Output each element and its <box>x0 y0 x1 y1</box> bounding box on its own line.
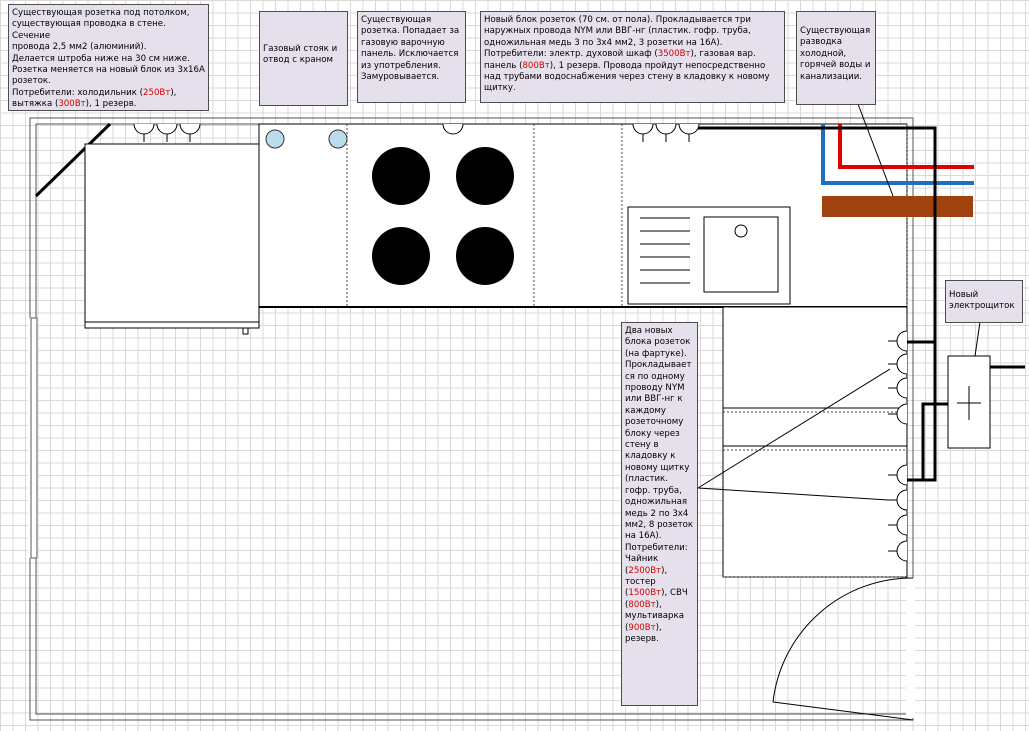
burner <box>372 227 430 285</box>
note-text: ), 1 резерв. Провода пройдут непосредственно над трубами водоснабжения через стену в кладовку к новому щитку. <box>484 60 770 94</box>
note-text: ), тостер ( <box>625 565 668 599</box>
sink <box>628 207 790 304</box>
cable-apron-block-2 <box>907 404 935 480</box>
note-line: Делается штроба ниже на 30 см ниже. <box>12 53 190 64</box>
note-line: розеток. <box>12 76 51 87</box>
note-text: ), мультиварка ( <box>625 599 684 633</box>
countertop-top <box>259 124 907 307</box>
door <box>773 578 913 720</box>
note-two-new-blocks <box>621 322 698 706</box>
sewer-pipe <box>822 196 973 217</box>
fridge-power: 250Вт <box>143 87 171 98</box>
burner <box>456 147 514 205</box>
note-line: ), <box>170 87 177 98</box>
note-new-block-70cm <box>480 11 785 103</box>
note-line: Розетка меняется на новый блок из 3х16А <box>12 65 205 76</box>
socket <box>134 124 154 134</box>
note-text: Существующая разводка холодной, горячей воды и канализации. <box>800 26 871 82</box>
note-line: Существующая розетка под потолком, <box>12 8 190 18</box>
note-line: ), 1 резерв. <box>85 99 137 110</box>
socket <box>157 124 177 134</box>
note-line: вытяжка ( <box>12 99 59 110</box>
note-new-panel <box>945 280 1023 323</box>
note-line: провода 2,5 мм2 (алюминий). <box>12 42 147 53</box>
note-existing-socket-gas-panel <box>357 11 466 103</box>
note-line: существующая проводка в стене. Сечение <box>12 19 166 41</box>
gas-panel-power: 800Вт <box>522 60 550 71</box>
note-text: ), газовая вар. панель ( <box>484 49 756 71</box>
note-text: Два новых блока розеток (на фартуке). Прокладывается по одному проводу NYM или ВВГ-нг к каждому розеточному блоку через стену в кладовку к новому щитку (пластик. гофр. труба, одножильная медь 2 по 3х4 мм2, 8 розеток на 16А). Потребители: Чайник ( <box>625 326 694 576</box>
new-electrical-panel <box>948 356 990 448</box>
kettle-power: 2500Вт <box>628 565 662 576</box>
note-text: Газовый стояк и отвод с краном <box>263 44 338 66</box>
burner <box>456 227 514 285</box>
note-existing-ceiling-socket <box>8 4 209 111</box>
note-text: Новый блок розеток (70 см. от пола). Прокладывается три наружных провода NYM или ВВГ-нг (пластик. гофр. труба, одножильная медь 3 по 3х4 мм2, 3 розетки на 16А). <box>484 15 751 48</box>
sockets-new-70cm <box>633 124 699 142</box>
gas-valve <box>329 130 347 148</box>
burner <box>372 147 430 205</box>
socket <box>180 124 200 134</box>
countertop-right <box>723 307 907 577</box>
note-text: ), СВЧ ( <box>625 588 688 610</box>
toaster-power: 1500Вт <box>628 588 662 599</box>
note-text: Существующая розетка. Попадает за газовую варочную панель. Исключается из употребления. Замуровывается. <box>361 15 460 83</box>
gas-valve <box>266 130 284 148</box>
note-gas-riser <box>259 11 348 106</box>
note-line: Потребители: холодильник ( <box>12 87 144 98</box>
note-text: ), резерв. <box>625 622 662 644</box>
fridge <box>85 144 259 334</box>
microwave-power: 800Вт <box>628 599 656 610</box>
cable-apron-loop <box>907 404 935 480</box>
note-text: Новый электрощиток <box>949 290 1015 312</box>
multicooker-power: 900Вт <box>628 622 656 633</box>
door-gap <box>906 578 915 718</box>
oven-power: 3500Вт <box>657 49 691 60</box>
note-existing-plumbing <box>796 11 876 105</box>
hood-power: 300Вт <box>58 99 86 110</box>
note-text: Потребители: электр. духовой шкаф ( <box>484 49 658 60</box>
sockets-existing-ceiling <box>134 124 200 142</box>
